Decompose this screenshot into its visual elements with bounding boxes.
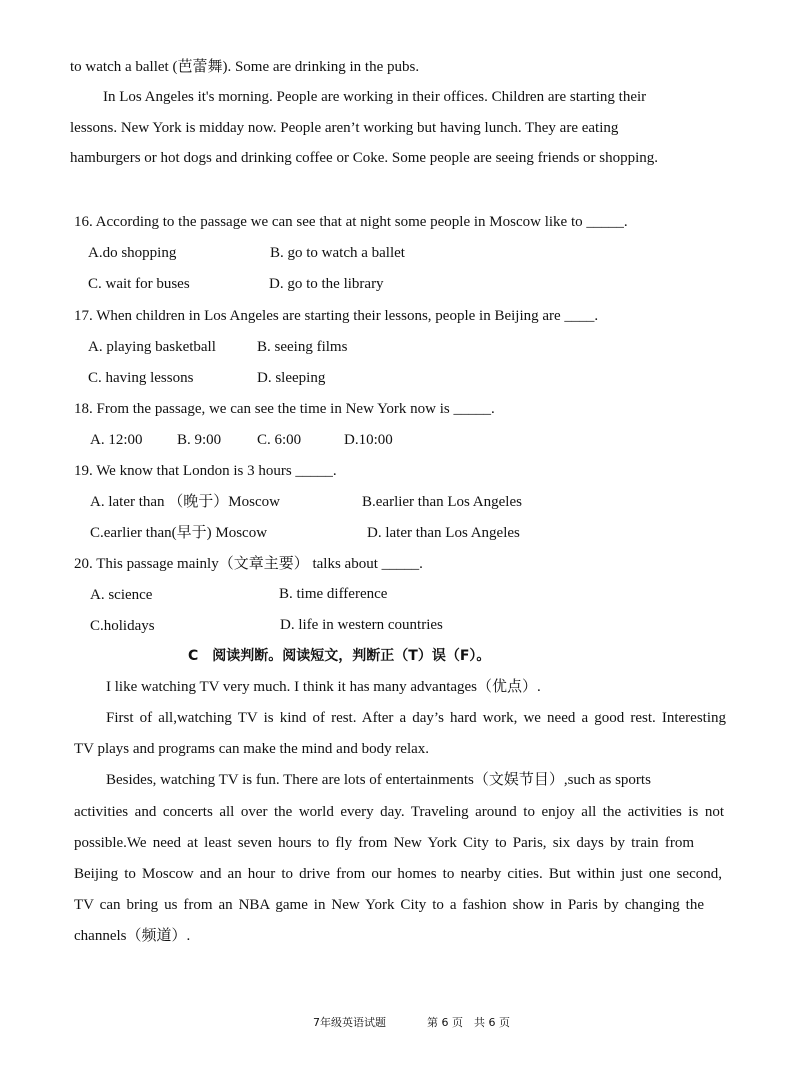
footer-subject: 7年级英语试题 (313, 1016, 386, 1029)
paragraph-line: I like watching TV very much. I think it has many advantages（优点）. (106, 679, 541, 695)
q16-option-d: D. go to the library (269, 276, 384, 292)
question-19-stem: 19. We know that London is 3 hours _____. (74, 463, 337, 479)
q20-option-a: A. science (90, 587, 153, 603)
passage-line: lessons. New York is midday now. People aren’t working but having lunch. They are eating (70, 120, 619, 136)
paragraph-line: possible.We need at least seven hours to fly from New York City to Paris, six days by train from (74, 835, 694, 851)
q17-option-d: D. sleeping (257, 370, 326, 386)
q18-option-d: D.10:00 (344, 432, 393, 448)
q18-option-a: A. 12:00 (90, 432, 143, 448)
passage-line: to watch a ballet (芭蕾舞). Some are drinking in the pubs. (70, 59, 420, 75)
q16-option-b: B. go to watch a ballet (270, 245, 405, 261)
q20-option-c: C.holidays (90, 618, 155, 634)
paragraph-line: TV plays and programs can make the mind and body relax. (74, 741, 430, 757)
paragraph-line: TV can bring us from an NBA game in New York City to a fashion show in Paris by changing the (74, 897, 704, 913)
question-16-stem: 16. According to the passage we can see that at night some people in Moscow like to _____. (74, 214, 628, 230)
passage-line: In Los Angeles it's morning. People are working in their offices. Children are starting their (103, 89, 647, 105)
q19-option-a: A. later than （晚于）Moscow (90, 494, 280, 510)
section-c-heading: C 阅读判断。阅读短文，判断正（T）误（F）。 (188, 648, 491, 664)
paragraph-line: First of all,watching TV is kind of rest. After a day’s hard work, we need a good rest. Interesting (106, 710, 726, 726)
q20-option-d: D. life in western countries (280, 617, 443, 633)
q18-option-b: B. 9:00 (177, 432, 222, 448)
paragraph-line: activities and concerts all over the world every day. Traveling around to enjoy all the activities is not (74, 804, 724, 820)
paragraph-line: Beijing to Moscow and an hour to drive from our homes to nearby cities. But within just one second, (74, 866, 722, 882)
q19-option-b: B.earlier than Los Angeles (362, 494, 522, 510)
paragraph-line: channels（频道）. (74, 928, 191, 944)
q16-option-a: A.do shopping (88, 245, 177, 261)
q16-option-c: C. wait for buses (88, 276, 190, 292)
q17-option-a: A. playing basketball (88, 339, 216, 355)
question-20-stem: 20. This passage mainly（文章主要） talks about _____. (74, 556, 423, 572)
q18-option-c: C. 6:00 (257, 432, 302, 448)
passage-line: hamburgers or hot dogs and drinking coffee or Coke. Some people are seeing friends or shopping. (70, 150, 659, 166)
paragraph-line: Besides, watching TV is fun. There are lots of entertainments（文娱节目）,such as sports (106, 772, 651, 788)
q17-option-c: C. having lessons (88, 370, 194, 386)
footer-page-number: 第 6 页 共 6 页 (427, 1016, 510, 1029)
q20-option-b: B. time difference (279, 586, 388, 602)
q19-option-d: D. later than Los Angeles (367, 525, 520, 541)
question-18-stem: 18. From the passage, we can see the time in New York now is _____. (74, 401, 495, 417)
q17-option-b: B. seeing films (257, 339, 348, 355)
question-17-stem: 17. When children in Los Angeles are starting their lessons, people in Beijing are ____. (74, 308, 599, 324)
q19-option-c: C.earlier than(早于) Moscow (90, 525, 268, 541)
